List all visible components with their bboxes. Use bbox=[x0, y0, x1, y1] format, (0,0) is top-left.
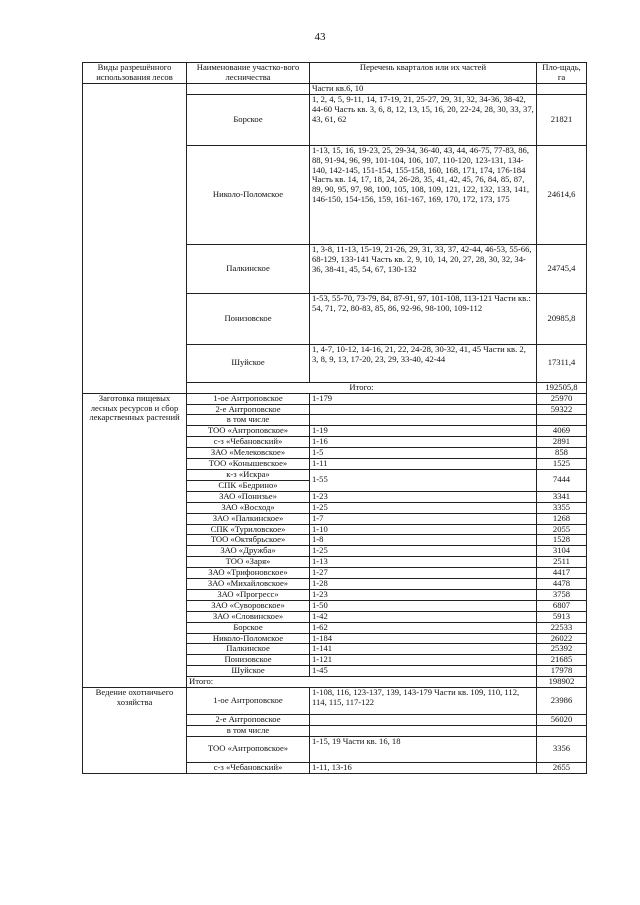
quarters-cell: 1-121 bbox=[310, 655, 537, 666]
quarters-cell: 1-11, 13-16 bbox=[310, 762, 537, 773]
area-cell: 3341 bbox=[537, 491, 587, 502]
category-cell: Заготовка пищевых лесных ресурсов и сбор лекарственных растений bbox=[83, 393, 187, 687]
area-cell: 1268 bbox=[537, 513, 587, 524]
category-cell: Ведение охотничьего хозяйства bbox=[83, 688, 187, 774]
forest-use-table bbox=[82, 62, 587, 774]
quarters-cell: 1, 2, 4, 5, 9-11, 14, 17-19, 21, 25-27, 29, 31, 32, 34-36, 38-42, 44-60 Часть кв. 3, 6, 8, 12, 13, 15, 16, 20, 22-24, 28, 30, 33, 37, 43, 61, 62 bbox=[310, 94, 537, 145]
district-cell: ЗАО «Мелековское» bbox=[187, 448, 310, 459]
quarters-cell: 1-8 bbox=[310, 535, 537, 546]
area-cell: 25392 bbox=[537, 644, 587, 655]
district-cell: Понизовское bbox=[187, 293, 310, 344]
area-cell: 6807 bbox=[537, 600, 587, 611]
area-cell: 5913 bbox=[537, 611, 587, 622]
district-cell: ЗАО «Прогресс» bbox=[187, 589, 310, 600]
quarters-cell: 1-11 bbox=[310, 459, 537, 470]
quarters-cell: 1-179 bbox=[310, 393, 537, 404]
district-cell: СПК «Туриловское» bbox=[187, 524, 310, 535]
quarters-cell: 1-23 bbox=[310, 491, 537, 502]
area-cell: 4417 bbox=[537, 568, 587, 579]
quarters-cell: 1-10 bbox=[310, 524, 537, 535]
area-cell: 26022 bbox=[537, 633, 587, 644]
district-cell: Шуйское bbox=[187, 344, 310, 382]
district-cell: 1-ое Антроповское bbox=[187, 393, 310, 404]
table-header-row bbox=[83, 63, 587, 84]
area-cell bbox=[537, 83, 587, 94]
quarters-cell: 1-25 bbox=[310, 502, 537, 513]
quarters-cell: Части кв.6, 10 bbox=[310, 83, 537, 94]
quarters-cell: 1-13 bbox=[310, 557, 537, 568]
area-cell bbox=[537, 726, 587, 737]
quarters-cell: 1-13, 15, 16, 19-23, 25, 29-34, 36-40, 43, 44, 46-75, 77-83, 86, 88, 91-94, 96, 99, 101-104, 106, 107, 110-120, 123-131, 134-140, 142-145, 151-154, 155-158, 160, 168, 171, 174, 176-184 Часть кв. 14, 17, 18, 24, 26-28, 35, 41, 42, 45, 76, 84, 85, 87, 89, 90, 95, 97, 98, 100, 105, 108, 109, 121, 122, 132, 133, 141, 146-150, 154-156, 159, 161-167, 169, 170, 172, 173, 175 bbox=[310, 145, 537, 244]
quarters-cell: 1-108, 116, 123-137, 139, 143-179 Части кв. 109, 110, 112, 114, 115, 117-122 bbox=[310, 688, 537, 715]
district-cell: ЗАО «Дружба» bbox=[187, 546, 310, 557]
table-row bbox=[83, 688, 587, 715]
district-cell: ЗАО «Суворовское» bbox=[187, 600, 310, 611]
quarters-cell: 1-184 bbox=[310, 633, 537, 644]
district-cell: ЗАО «Понизье» bbox=[187, 491, 310, 502]
district-cell: 2-е Антроповское bbox=[187, 715, 310, 726]
page-number: 43 bbox=[314, 31, 326, 43]
header-use-type: Виды разрешённого использования лесов bbox=[83, 63, 187, 84]
area-cell: 2655 bbox=[537, 762, 587, 773]
quarters-cell: 1, 3-8, 11-13, 15-19, 21-26, 29, 31, 33, 37, 42-44, 46-53, 55-66, 68-129, 133-141 Часть кв. 2, 9, 10, 14, 20, 27, 28, 30, 32, 34-36, 38-41, 45, 54, 67, 130-132 bbox=[310, 244, 537, 293]
quarters-cell: 1-53, 55-70, 73-79, 84, 87-91, 97, 101-108, 113-121 Части кв.: 54, 71, 72, 80-83, 85, 86, 92-96, 98-100, 109-112 bbox=[310, 293, 537, 344]
district-cell: в том числе bbox=[187, 415, 310, 426]
area-cell: 3104 bbox=[537, 546, 587, 557]
area-cell: 21685 bbox=[537, 655, 587, 666]
quarters-cell: 1-7 bbox=[310, 513, 537, 524]
table-row bbox=[83, 393, 587, 404]
area-cell: 3758 bbox=[537, 589, 587, 600]
district-cell: СПК «Бедрино» bbox=[187, 480, 310, 491]
quarters-cell: 1-5 bbox=[310, 448, 537, 459]
area-cell: 2055 bbox=[537, 524, 587, 535]
quarters-cell bbox=[310, 726, 537, 737]
quarters-cell: 1-16 bbox=[310, 437, 537, 448]
district-cell: ТОО «Антроповское» bbox=[187, 736, 310, 762]
district-cell: Палкинское bbox=[187, 644, 310, 655]
itogo-value: 192505,8 bbox=[537, 382, 587, 393]
district-cell: в том числе bbox=[187, 726, 310, 737]
area-cell: 1525 bbox=[537, 459, 587, 470]
quarters-cell: 1-42 bbox=[310, 611, 537, 622]
header-district-name: Наименование участко-вого лесничества bbox=[187, 63, 310, 84]
district-cell: 1-ое Антроповское bbox=[187, 688, 310, 715]
area-cell: 4069 bbox=[537, 426, 587, 437]
district-cell: ЗАО «Палкинское» bbox=[187, 513, 310, 524]
quarters-cell: 1-19 bbox=[310, 426, 537, 437]
district-cell: Шуйское bbox=[187, 666, 310, 677]
area-cell: 20985,8 bbox=[537, 293, 587, 344]
quarters-cell: 1-55 bbox=[310, 469, 537, 491]
district-cell: ЗАО «Михайловское» bbox=[187, 579, 310, 590]
category-cell-continued bbox=[83, 83, 187, 393]
area-cell: 17978 bbox=[537, 666, 587, 677]
district-cell: Палкинское bbox=[187, 244, 310, 293]
district-cell: Николо-Поломское bbox=[187, 633, 310, 644]
district-cell: Борское bbox=[187, 622, 310, 633]
district-cell: ТОО «Октябрьское» bbox=[187, 535, 310, 546]
area-cell: 17311,4 bbox=[537, 344, 587, 382]
quarters-cell: 1-25 bbox=[310, 546, 537, 557]
quarters-cell bbox=[310, 415, 537, 426]
itogo-label: Итого: bbox=[187, 677, 537, 688]
area-cell bbox=[537, 415, 587, 426]
quarters-cell: 1-15, 19 Части кв. 16, 18 bbox=[310, 736, 537, 762]
quarters-cell: 1-27 bbox=[310, 568, 537, 579]
district-cell: Борское bbox=[187, 94, 310, 145]
district-cell: ЗАО «Восход» bbox=[187, 502, 310, 513]
quarters-cell: 1, 4-7, 10-12, 14-16, 21, 22, 24-28, 30-32, 41, 45 Части кв. 2, 3, 8, 9, 13, 17-20, 23, 29, 33-40, 42-44 bbox=[310, 344, 537, 382]
quarters-cell: 1-50 bbox=[310, 600, 537, 611]
area-cell: 1528 bbox=[537, 535, 587, 546]
area-cell: 59322 bbox=[537, 404, 587, 415]
district-cell: к-з «Искра» bbox=[187, 469, 310, 480]
area-cell: 24745,4 bbox=[537, 244, 587, 293]
district-cell: ТОО «Конышевское» bbox=[187, 459, 310, 470]
district-cell: ЗАО «Словинское» bbox=[187, 611, 310, 622]
area-cell: 23986 bbox=[537, 688, 587, 715]
quarters-cell: 1-141 bbox=[310, 644, 537, 655]
district-cell: Николо-Поломское bbox=[187, 145, 310, 244]
area-cell: 4478 bbox=[537, 579, 587, 590]
area-cell: 25970 bbox=[537, 393, 587, 404]
area-cell: 3356 bbox=[537, 736, 587, 762]
quarters-cell: 1-23 bbox=[310, 589, 537, 600]
district-cell bbox=[187, 83, 310, 94]
itogo-label: Итого: bbox=[187, 382, 537, 393]
district-cell: ТОО «Антроповское» bbox=[187, 426, 310, 437]
table-row bbox=[83, 83, 587, 94]
district-cell: Понизовское bbox=[187, 655, 310, 666]
district-cell: с-з «Чебановский» bbox=[187, 762, 310, 773]
quarters-cell: 1-28 bbox=[310, 579, 537, 590]
area-cell: 56020 bbox=[537, 715, 587, 726]
quarters-cell bbox=[310, 715, 537, 726]
area-cell: 24614,6 bbox=[537, 145, 587, 244]
header-area: Пло-щадь, га bbox=[537, 63, 587, 84]
area-cell: 2511 bbox=[537, 557, 587, 568]
area-cell: 7444 bbox=[537, 469, 587, 491]
district-cell: ТОО «Заря» bbox=[187, 557, 310, 568]
quarters-cell: 1-45 bbox=[310, 666, 537, 677]
district-cell: с-з «Чебановский» bbox=[187, 437, 310, 448]
quarters-cell: 1-62 bbox=[310, 622, 537, 633]
area-cell: 22533 bbox=[537, 622, 587, 633]
area-cell: 21821 bbox=[537, 94, 587, 145]
header-quarters-list: Перечень кварталов или их частей bbox=[310, 63, 537, 84]
district-cell: ЗАО «Трифоновское» bbox=[187, 568, 310, 579]
area-cell: 858 bbox=[537, 448, 587, 459]
itogo-value: 198902 bbox=[537, 677, 587, 688]
quarters-cell bbox=[310, 404, 537, 415]
area-cell: 3355 bbox=[537, 502, 587, 513]
district-cell: 2-е Антроповское bbox=[187, 404, 310, 415]
area-cell: 2891 bbox=[537, 437, 587, 448]
